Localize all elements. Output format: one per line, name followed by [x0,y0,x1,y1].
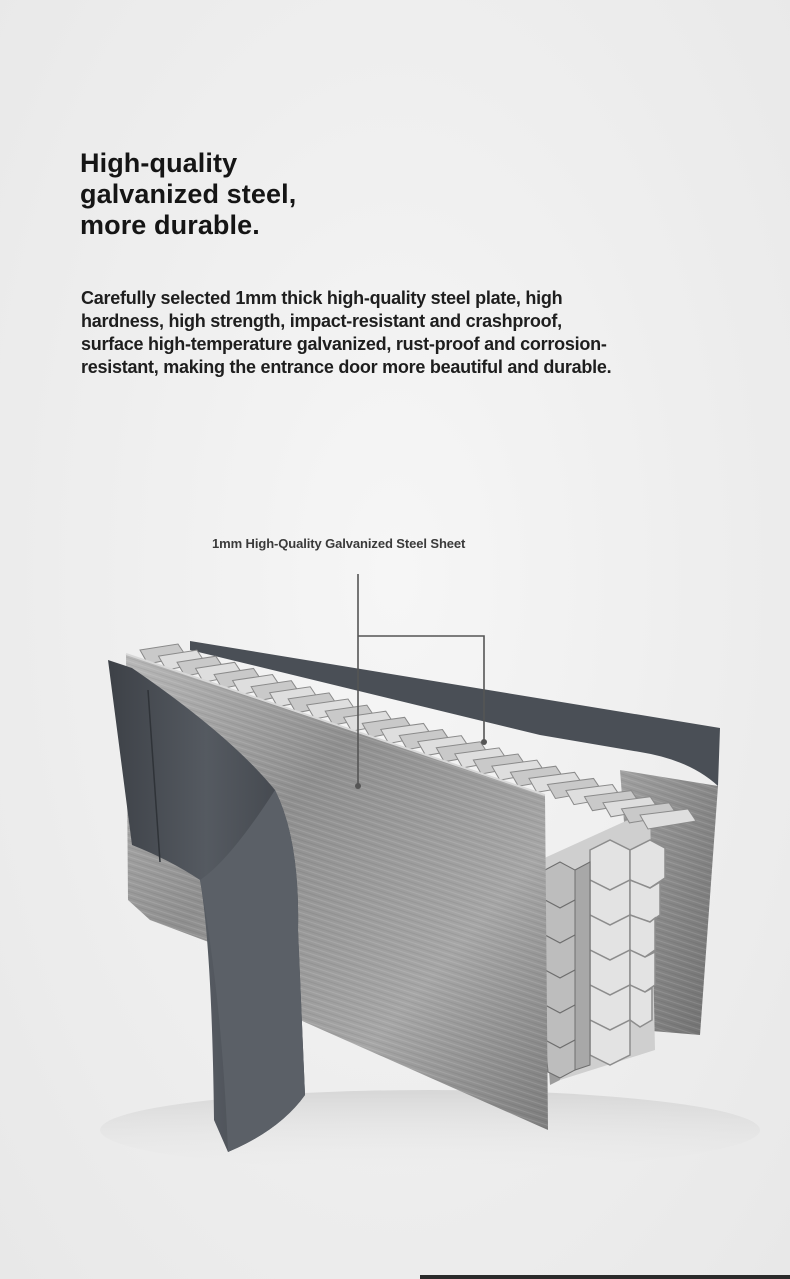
floor-shadow [100,1090,760,1170]
description-paragraph: Carefully selected 1mm thick high-quality steel plate, high hardness, high strength, impact-resistant and crashproof, surface high-temperature galvanized, rust-proof and corrosion- resistant, making the entrance door more beautiful and durable. [81,288,612,377]
page-headline: High-quality galvanized steel, more durable. [80,148,297,240]
callout-label: 1mm High-Quality Galvanized Steel Sheet [212,536,466,551]
callout-dot-rear [481,739,487,745]
callout-dot-front [355,783,361,789]
bottom-edge-strip [420,1275,790,1279]
honeycomb-core [535,810,665,1085]
